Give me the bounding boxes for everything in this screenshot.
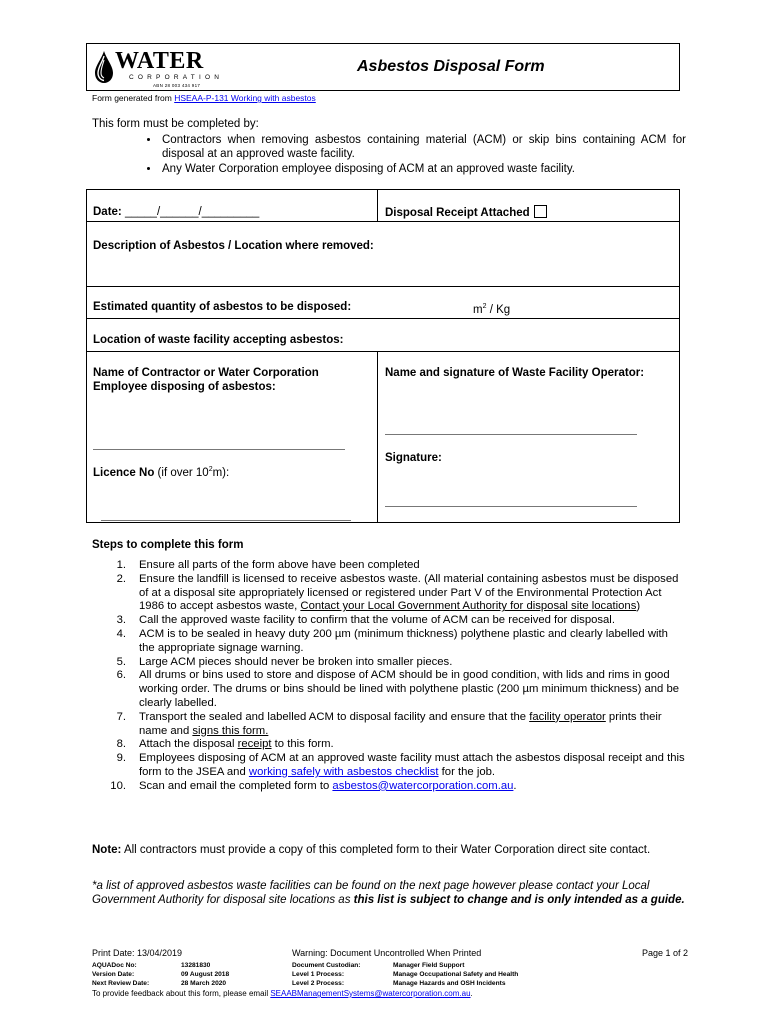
footer-value: Manage Hazards and OSH Incidents	[393, 980, 506, 987]
list-item	[92, 656, 686, 670]
step-number: 5.	[116, 655, 126, 668]
footer-value: Manage Occupational Safety and Health	[393, 971, 519, 978]
footer-col2-labels	[292, 961, 361, 988]
uncontrolled-warning: Warning: Document Uncontrolled When Printed	[292, 948, 482, 958]
approved-text: *a list of approved asbestos waste facilities can be found on the next page however please contact your Local Government Authority for disposal site locations as	[92, 880, 650, 906]
print-date: Print Date: 13/04/2019	[92, 948, 183, 958]
step-text: for the job.	[438, 765, 496, 778]
footer-label: AQUADoc No:	[92, 962, 137, 969]
list-item	[92, 780, 686, 794]
footer-label: Level 2 Process:	[292, 980, 345, 987]
contractor-label: Name of Contractor or Water Corporation Employee disposing of asbestos:	[93, 367, 319, 393]
feedback-line	[92, 989, 473, 998]
list-item	[92, 614, 686, 628]
footer-col1-labels	[92, 961, 149, 988]
column-divider	[377, 351, 378, 522]
contact-lga-link[interactable]: Contact your Local Government Authority for disposal site locations	[300, 600, 637, 613]
step-text: Attach the disposal	[139, 738, 238, 751]
generated-source-link[interactable]: HSEAA-P-131 Working with asbestos	[174, 93, 316, 103]
step-text: ACM is to be sealed in heavy duty 200 µm (minimum thickness) polythene plastic and clearly labelled with the appropriate signage warning.	[139, 627, 668, 654]
receipt-label: Disposal Receipt Attached	[385, 207, 530, 219]
step-number: 4.	[116, 627, 126, 640]
step-text: Scan and email the completed form to	[139, 779, 333, 792]
list-item	[92, 628, 686, 656]
step-text: .	[513, 779, 517, 792]
step-number: 8.	[116, 738, 126, 751]
note-label: Note:	[92, 844, 122, 856]
step-text: prints their name and	[139, 710, 662, 737]
list-item	[92, 669, 686, 710]
feedback-suffix: .	[470, 989, 473, 998]
logo-subtitle: CORPORATION	[129, 74, 224, 81]
step-number: 9.	[116, 752, 126, 765]
step-text: )	[636, 600, 641, 613]
list-item	[92, 559, 686, 573]
date-label: Date:	[93, 206, 122, 218]
operator-signature-line[interactable]	[385, 506, 637, 507]
footer-col2-values	[393, 961, 518, 988]
unit-kg: / Kg	[486, 303, 511, 316]
list-item	[92, 573, 686, 614]
intro-section	[92, 117, 686, 176]
step-text: to this form.	[271, 738, 334, 751]
footer-label: Document Custodian:	[292, 962, 361, 969]
step-text: Ensure all parts of the form above have been completed	[139, 559, 420, 571]
intro-bullet: • Any Water Corporation employee disposing of ACM at an approved waste facility.	[160, 162, 686, 177]
step-text: Large ACM pieces should never be broken into smaller pieces.	[139, 655, 453, 668]
list-item	[92, 738, 686, 752]
licence-bold: Licence No	[93, 466, 155, 479]
facility-operator-link[interactable]: facility operator	[529, 710, 606, 723]
unit-superscript: 2	[482, 303, 487, 310]
quantity-unit	[473, 300, 510, 317]
logo-abn: ABN 28 003 434 917	[153, 83, 201, 88]
note-text: All contractors must provide a copy of this completed form to their Water Corporation direct site contact.	[121, 844, 651, 856]
list-item	[92, 711, 686, 739]
step-text: Call the approved waste facility to confirm that the volume of ACM can be received for disposal.	[139, 614, 615, 627]
location-label: Location of waste facility accepting asbestos:	[93, 334, 344, 346]
step-text: Transport the sealed and labelled ACM to disposal facility and ensure that the	[139, 710, 530, 723]
receipt-link[interactable]: receipt	[237, 738, 272, 751]
operator-label: Name and signature of Waste Facility Operator:	[385, 367, 645, 379]
footer-label: Level 1 Process:	[292, 971, 345, 978]
row-divider	[87, 318, 679, 319]
step-text: All drums or bins used to store and dispose of ACM should be in good condition, with lids and rims in good working order. The drums or bins should be lined with polythene plastic (200 µm minimum thickness) and be clearly labelled.	[139, 669, 680, 709]
intro-bullets	[92, 133, 686, 177]
step-number: 10.	[110, 779, 126, 792]
contractor-name-line[interactable]	[93, 449, 345, 450]
licence-label	[93, 463, 229, 480]
steps-list	[92, 559, 686, 794]
row-divider	[87, 286, 679, 287]
step-number: 1.	[116, 559, 126, 571]
water-corporation-logo	[93, 48, 224, 88]
footer-value: 09 August 2018	[181, 971, 230, 978]
feedback-prefix: To provide feedback about this form, please email	[92, 989, 271, 998]
footer-col1-values	[181, 961, 229, 988]
steps-title: Steps to complete this form	[92, 539, 244, 551]
step-text: Employees disposing of ACM at an approved waste facility must attach the asbestos disposal receipt and this form to the JSEA and	[139, 752, 685, 778]
asbestos-checklist-link[interactable]: working safely with asbestos checklist	[248, 765, 439, 778]
footer-value: 28 March 2020	[181, 980, 227, 987]
row-divider	[87, 351, 679, 352]
feedback-email-link[interactable]: SEAABManagementSystems@watercorporation.com.au	[270, 989, 471, 998]
disposal-form-table	[86, 189, 680, 523]
page-number: Page 1 of 2	[641, 948, 688, 958]
signature-label: Signature:	[385, 452, 442, 464]
step-number: 7.	[116, 710, 126, 723]
licence-superscript: 2	[208, 466, 213, 473]
generated-from-line	[92, 93, 316, 103]
step-text: Ensure the landfill is licensed to receive asbestos waste. (All material containing asbestos must be disposed of at a disposal site appropriately licensed or registered under Part V of the Environmental Protection Act 1986 to accept asbestos waste,	[139, 572, 679, 613]
step-number: 2.	[116, 572, 126, 585]
header-box	[86, 43, 680, 91]
row-divider	[87, 221, 679, 222]
date-blank: _____/______/_________	[121, 206, 260, 218]
licence-line[interactable]	[101, 520, 351, 521]
step-number: 3.	[116, 614, 126, 627]
date-field[interactable]	[93, 205, 259, 219]
step-number: 6.	[116, 669, 126, 682]
operator-name-line[interactable]	[385, 434, 637, 435]
unit-m: m	[473, 303, 483, 316]
generated-prefix: Form generated from	[92, 93, 175, 103]
footer-value: 13281830	[181, 962, 211, 969]
water-drop-icon	[93, 50, 115, 84]
quantity-label: Estimated quantity of asbestos to be disposed:	[93, 301, 352, 313]
receipt-attached-field[interactable]	[385, 205, 547, 220]
logo-wordmark: WATER	[115, 48, 204, 74]
approved-facilities-note	[92, 879, 686, 907]
intro-bullet: • Contractors when removing asbestos containing material (ACM) or skip bins containing ACM for disposal at an approved waste facility.	[160, 133, 686, 162]
licence-end: m):	[212, 466, 230, 479]
footer-value: Manager Field Support	[393, 962, 465, 969]
approved-bold-text: this list is subject to change and is only intended as a guide.	[353, 894, 685, 906]
column-divider	[377, 190, 378, 221]
signs-form-link[interactable]: signs this form.	[192, 724, 269, 737]
footer-label: Next Review Date:	[92, 980, 150, 987]
note-paragraph	[92, 843, 686, 857]
licence-paren: (if over 10	[154, 466, 209, 479]
description-label: Description of Asbestos / Location where removed:	[93, 240, 374, 252]
list-item	[92, 752, 686, 780]
asbestos-email-link[interactable]: asbestos@watercorporation.com.au	[332, 779, 514, 792]
form-title: Asbestos Disposal Form	[357, 58, 545, 75]
intro-lead: This form must be completed by:	[92, 118, 259, 130]
footer-label: Version Date:	[92, 971, 135, 978]
receipt-checkbox[interactable]	[534, 205, 547, 218]
